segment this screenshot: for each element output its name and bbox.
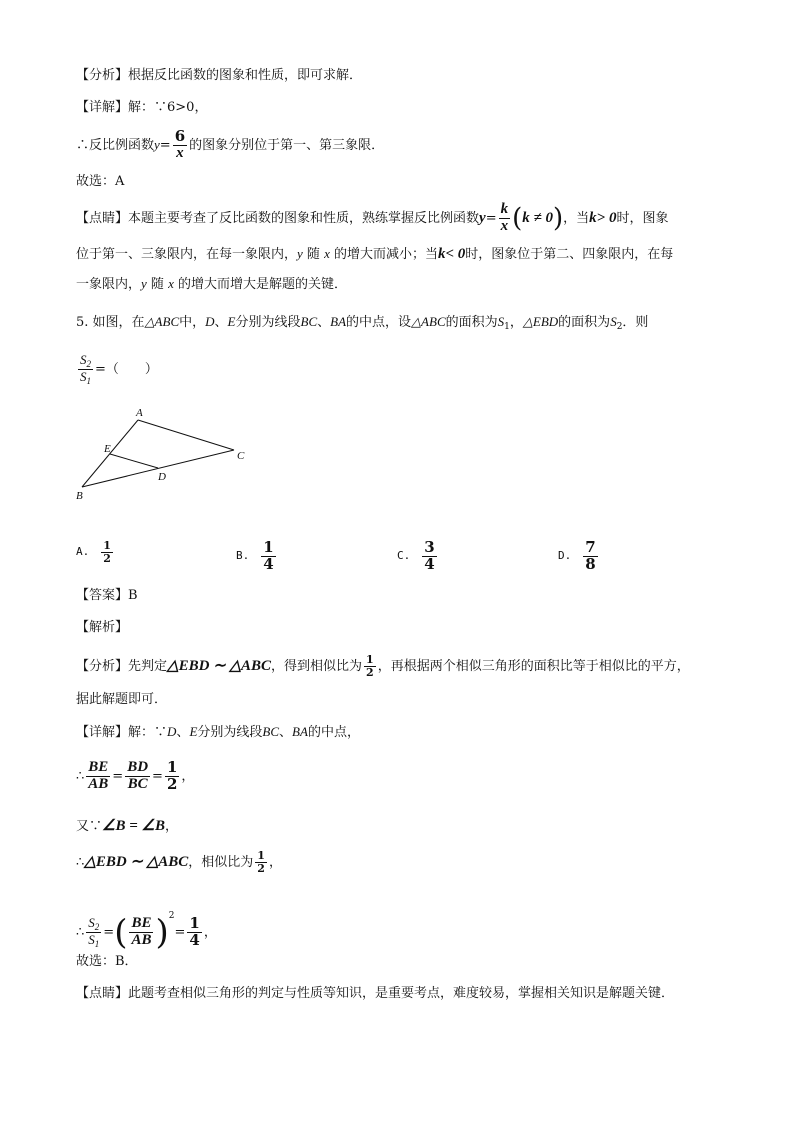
stem-text: 如图，在 — [92, 315, 145, 330]
option-fraction: $\frac{1}{2}$ — [103, 539, 111, 565]
question-number: 5. — [76, 315, 93, 330]
subscript: 1 — [504, 322, 510, 332]
ratio-one-half: $\frac{1}{2}$ — [366, 653, 374, 679]
q5-ratio-line — [76, 350, 158, 390]
equals-sign: = — [159, 138, 171, 153]
option-fraction: $\frac{3}{4}$ — [424, 538, 435, 573]
label-d: D — [158, 471, 166, 483]
option-a[interactable] — [76, 540, 115, 564]
word-sui: 随 — [302, 247, 325, 262]
comment-text-8: 的增大而增大是解题的关键． — [173, 277, 347, 292]
stem-text: 、 — [214, 315, 228, 330]
label-e: E — [104, 443, 111, 455]
k-less-zero: < 0 — [445, 246, 466, 262]
q5-detail-line — [76, 722, 360, 743]
fraction-one-quarter: $\frac{1}{4}$ — [189, 914, 200, 949]
jiexi-line: 【解析】 — [76, 620, 129, 635]
var-k: k — [437, 246, 446, 262]
triangle-abc: △ABC — [144, 314, 180, 329]
comment-text-2: ，当 — [563, 211, 590, 226]
area-ratio-line — [76, 892, 217, 957]
q4-conclusion-line — [76, 128, 384, 163]
comment-text-1: 本题主要考查了反比函数的图象和性质，熟练掌握反比例函数 — [128, 211, 480, 226]
q4-detail-line — [76, 98, 207, 118]
separator: 、 — [279, 725, 293, 740]
stem-text: ．则 — [622, 315, 649, 330]
analysis-tag: 【分析】 — [76, 68, 129, 83]
ratio-one-half: $\frac{1}{2}$ — [257, 849, 265, 875]
label-a: A — [136, 407, 143, 419]
equation-ratio-sides — [76, 756, 194, 798]
detail-text: 解：∵6>0， — [128, 100, 208, 115]
comment-text-4: 位于第一、三象限内，在每一象限内， — [76, 247, 298, 262]
detail-tag: 【详解】 — [76, 100, 129, 115]
q5-choice-line: 故选：B． — [76, 954, 138, 969]
stem-text: 分别为线段 — [235, 315, 301, 330]
conclusion-suffix: 的图象分别位于第一、第三象限． — [189, 138, 385, 153]
option-label: D. — [558, 549, 572, 563]
ratio-s2-over-s1: $\frac{S_2}{S_1}$ — [80, 351, 91, 386]
detail-text: 解：∵ — [128, 725, 168, 740]
analysis-text: ，得到相似比为 — [271, 659, 363, 674]
comment-tag: 【点睛】 — [76, 986, 129, 1001]
therefore-sign: ∴ — [76, 925, 85, 940]
point-d: D — [167, 724, 177, 739]
fraction-be-ab: $\frac{BE}{AB}$ — [88, 759, 109, 792]
option-c[interactable] — [397, 540, 439, 573]
segment-ba: BA — [292, 724, 308, 739]
stem-text: 的中点，设 — [346, 315, 412, 330]
option-fraction: $\frac{7}{8}$ — [585, 538, 596, 573]
analysis-text: 根据反比函数的图象和性质，即可求解． — [128, 68, 363, 83]
comment-tag: 【点睛】 — [76, 211, 129, 226]
var-y: y — [141, 276, 147, 291]
var-y: y — [479, 210, 486, 226]
q4-comment-line-2 — [76, 244, 673, 265]
var-k: k — [589, 210, 597, 226]
punctuation: ， — [203, 925, 217, 940]
stem-text: 中， — [179, 315, 206, 330]
triangle-figure — [70, 400, 260, 505]
separator: 、 — [176, 725, 190, 740]
fraction-bd-bc: $\frac{BD}{BC}$ — [127, 759, 149, 792]
close-paren: ) — [155, 912, 169, 953]
option-b[interactable] — [236, 540, 278, 573]
q5-comment-line — [76, 984, 674, 1004]
q4-comment-line-1 — [76, 202, 669, 235]
stem-text: 、 — [317, 315, 331, 330]
stem-text: 的面积为 — [558, 315, 611, 330]
analysis-tag: 【分析】 — [76, 659, 129, 674]
q4-choice-line: 故选：A — [76, 174, 125, 189]
segment-bc: BC — [262, 724, 280, 739]
fraction-s2-s1: $\frac{S_2}{S_1}$ — [88, 914, 100, 949]
answer-line — [76, 586, 138, 606]
q5-analysis-line — [76, 652, 690, 681]
analysis-text: 先判定 — [128, 659, 168, 674]
detail-text: 分别为线段 — [197, 725, 263, 740]
var-x: x — [168, 276, 174, 291]
triangle-abc: △ABC — [411, 314, 446, 329]
segment-bc: BC — [300, 314, 318, 329]
fraction-6-over-x: $\frac{6}{x}$ — [174, 127, 186, 161]
stem-text: ， — [509, 315, 523, 330]
comment-text-5: 的增大而减小；当 — [329, 247, 438, 262]
q4-analysis-line — [76, 66, 362, 86]
comment-text-7: 一象限内， — [76, 277, 142, 292]
point-e: E — [189, 724, 198, 739]
close-paren: ) — [553, 203, 564, 234]
detail-text: 的中点， — [307, 725, 360, 740]
answer-tag: 【答案】 — [76, 588, 129, 603]
option-fraction: $\frac{1}{4}$ — [263, 538, 274, 573]
therefore-sign: ∴ — [76, 769, 85, 784]
punctuation: ， — [268, 855, 282, 870]
comment-text: 此题考查相似三角形的判定与性质等知识，是重要考点，难度较易，掌握相关知识是解题关键． — [128, 986, 675, 1001]
area-s2: S — [610, 314, 617, 329]
similar-triangles: △EBD ∼ △ABC — [167, 658, 272, 674]
punctuation: ， — [181, 769, 195, 784]
option-label: C. — [397, 549, 411, 563]
var-x: x — [324, 246, 330, 261]
comment-text-6: 时，图象位于第二、四象限内，在每 — [465, 247, 674, 262]
because-text: 又∵ — [76, 819, 103, 834]
var-y: y — [297, 246, 303, 261]
similar-line — [76, 848, 282, 877]
comment-text-3: 时，图象 — [616, 211, 669, 226]
therefore-sign: ∴ — [76, 855, 85, 870]
open-paren: ( — [512, 203, 523, 234]
open-paren: ( — [114, 912, 128, 953]
exponent: 2 — [168, 911, 175, 921]
option-label: A. — [76, 545, 90, 559]
label-c: C — [237, 450, 245, 462]
angle-line — [76, 816, 178, 837]
conclusion-prefix: ∴反比例函数 — [76, 138, 155, 153]
fraction-k-over-x: $\frac{k}{x}$ — [500, 201, 509, 234]
word-sui: 随 — [146, 277, 169, 292]
punctuation: ， — [164, 819, 178, 834]
point-e: E — [227, 314, 236, 329]
fraction-one-half: $\frac{1}{2}$ — [166, 758, 178, 793]
label-b: B — [76, 490, 83, 502]
similar-triangles: △EBD ∼ △ABC — [84, 854, 189, 870]
point-d: D — [205, 314, 215, 329]
segment-ac — [138, 420, 234, 450]
segment-ed — [110, 454, 158, 468]
blank-parens: =（ ） — [95, 362, 158, 377]
condition-k-nonzero: k ≠ 0 — [522, 210, 553, 226]
triangle-ebd: △EBD — [522, 314, 559, 329]
option-d[interactable] — [558, 540, 600, 573]
detail-tag: 【详解】 — [76, 725, 129, 740]
q5-stem — [76, 312, 648, 337]
q5-analysis-line-2: 据此解题即可． — [76, 692, 168, 707]
equals-sign: = — [103, 925, 115, 940]
answer-value: B — [128, 588, 138, 603]
analysis-text: ，再根据两个相似三角形的面积比等于相似比的平方， — [377, 659, 690, 674]
stem-text: 的面积为 — [445, 315, 498, 330]
subscript: 2 — [616, 322, 623, 332]
angle-equality: ∠B = ∠B — [102, 818, 165, 834]
equals-sign: = — [174, 925, 186, 940]
equals-sign: = — [485, 211, 497, 226]
segment-ba: BA — [330, 314, 347, 329]
q4-comment-line-3 — [76, 274, 347, 295]
ratio-text: ，相似比为 — [188, 855, 254, 870]
k-greater-zero: > 0 — [596, 210, 617, 226]
var-y: y — [154, 137, 160, 152]
equals-sign: = — [152, 769, 163, 784]
area-s1: S — [497, 314, 505, 329]
equals-sign: = — [112, 769, 124, 784]
option-label: B. — [236, 549, 250, 563]
fraction-be-ab: $\frac{BE}{AB}$ — [131, 915, 152, 948]
